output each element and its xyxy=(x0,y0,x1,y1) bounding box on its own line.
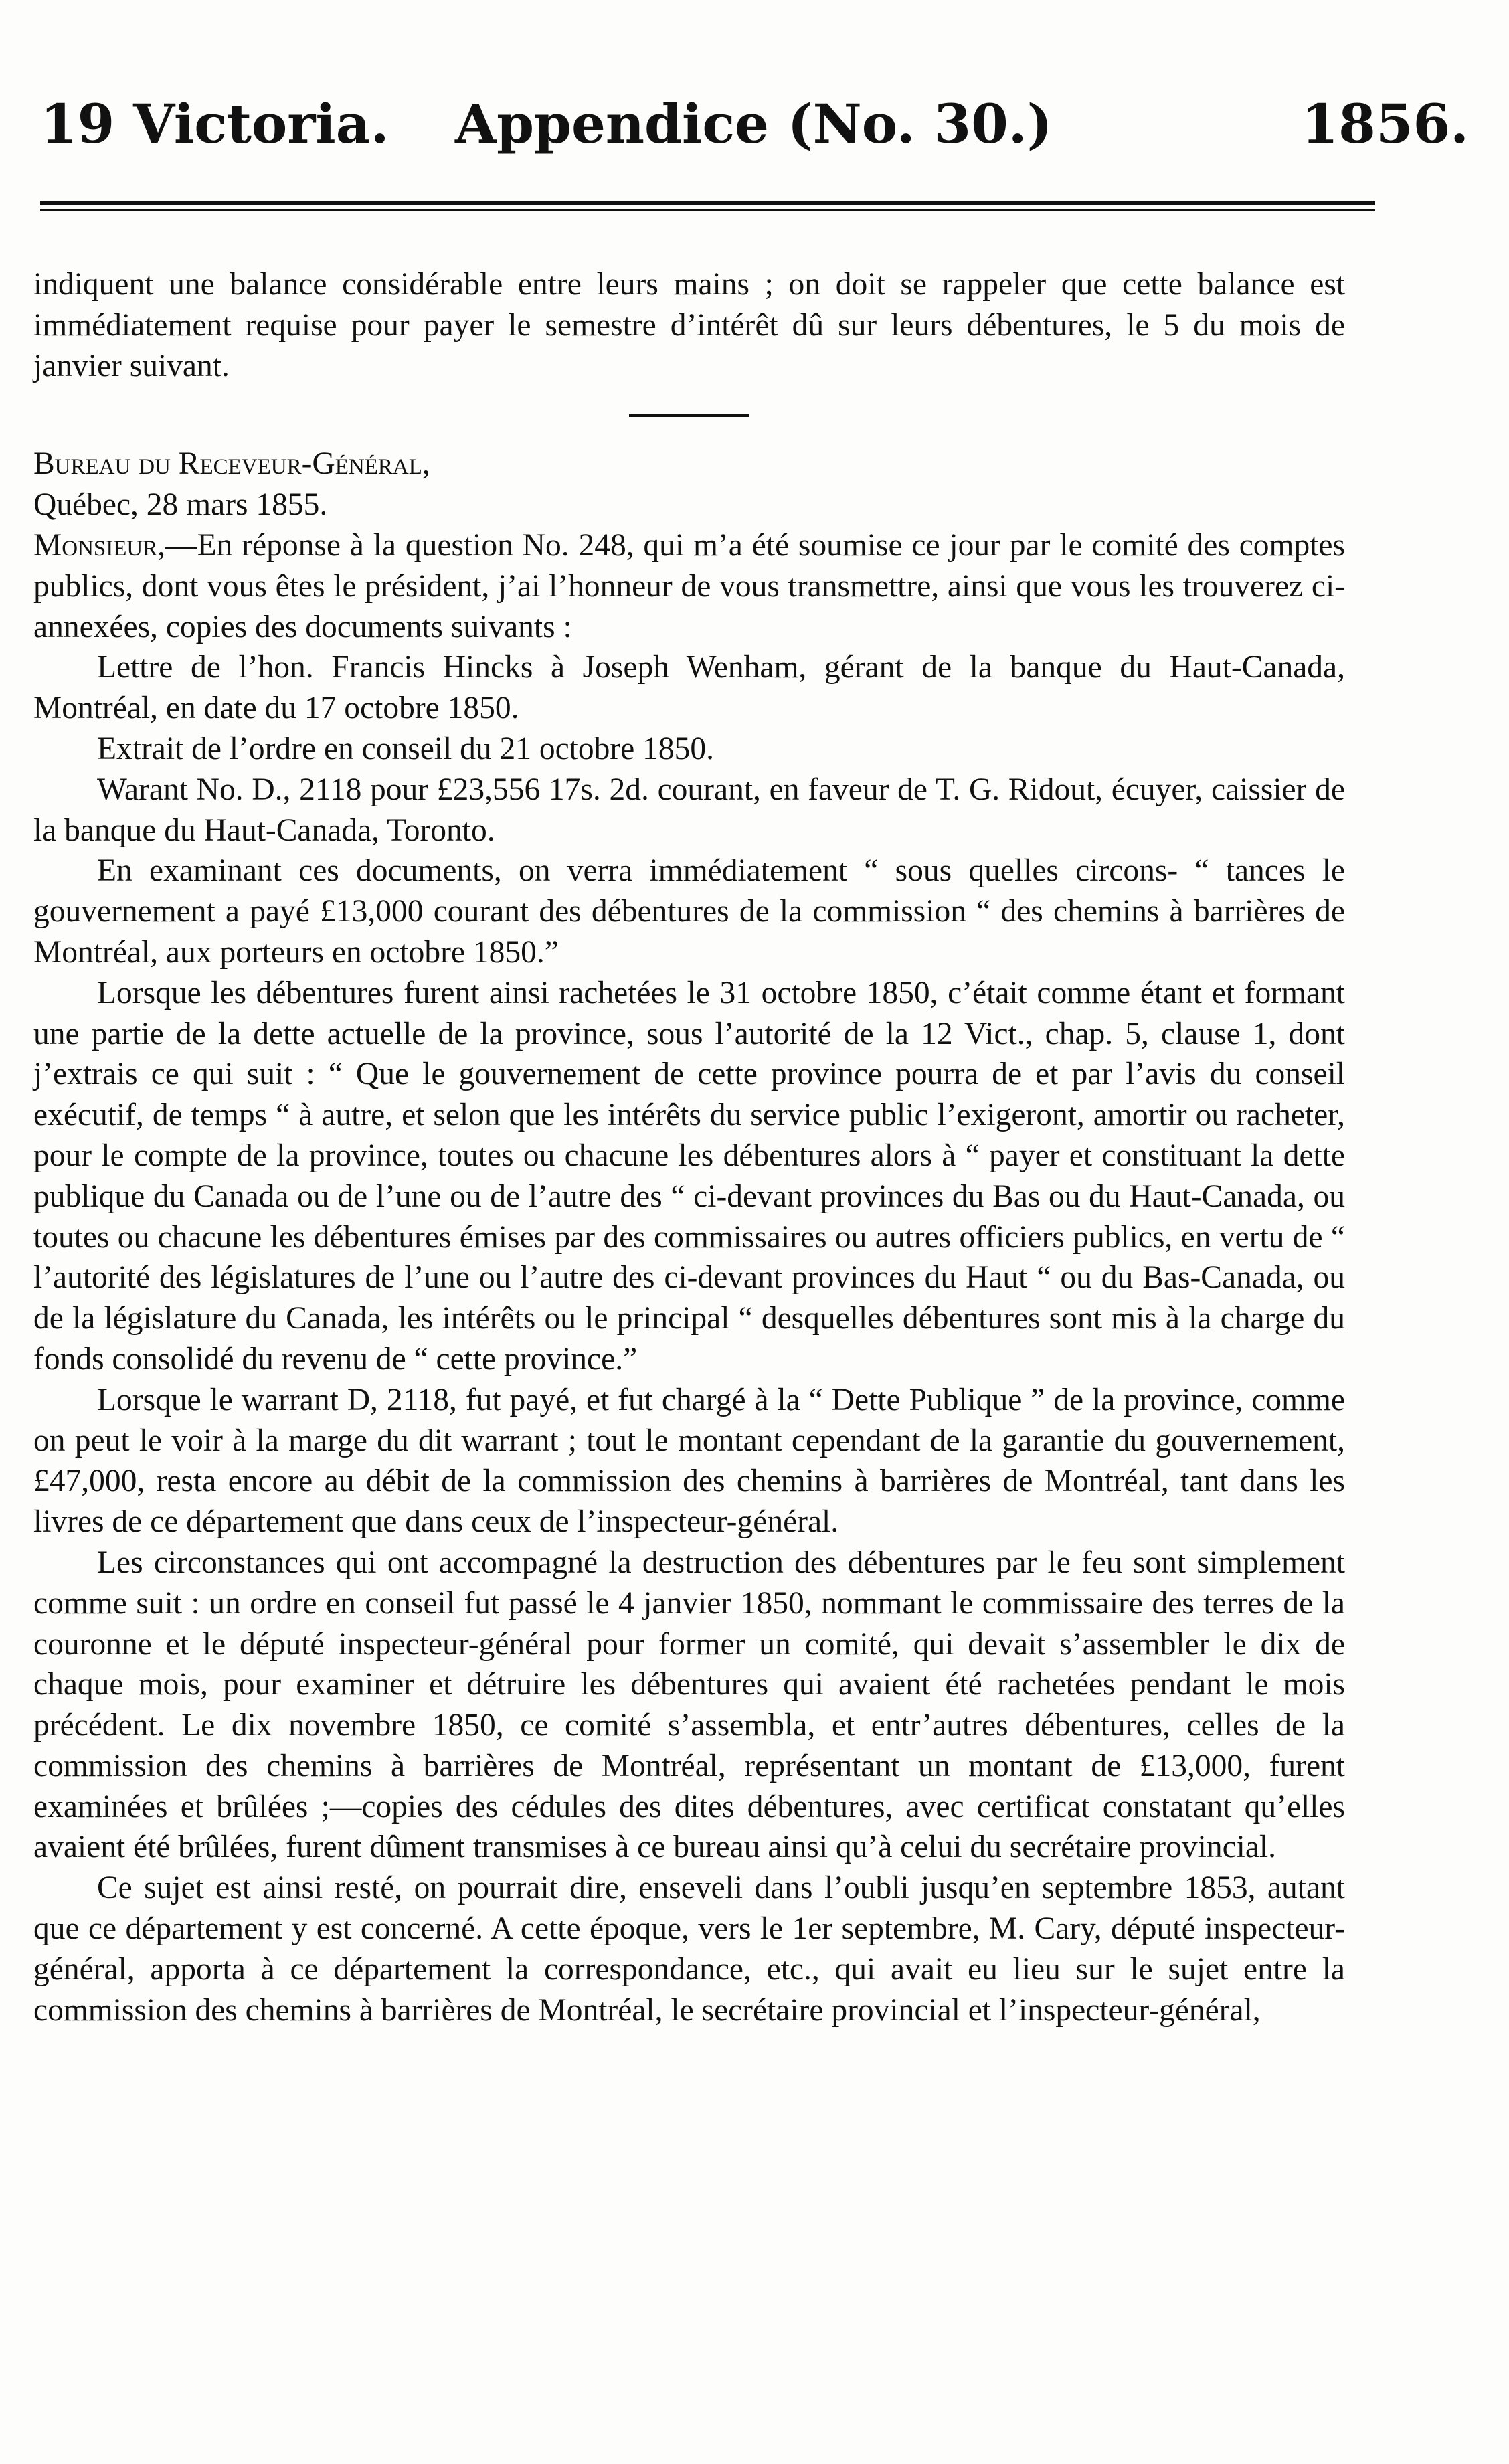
paragraph-text: —En réponse à la question No. 248, qui m’a été soumise ce jour par le comité des comptes publics, dont vous êtes le président, j’ai l’honneur de vous transmettre, ainsi que vous les trouverez ci-annexées, copies des documents suivants : xyxy=(33,527,1345,644)
letter-office: Bureau du Receveur-Général, xyxy=(33,446,430,482)
document-body xyxy=(33,264,1345,2030)
letter-dateline: Québec, 28 mars 1855. xyxy=(33,487,328,523)
paragraph xyxy=(33,525,1345,647)
paragraph: Lettre de l’hon. Francis Hincks à Joseph Wenham, gérant de la banque du Haut-Canada, Montréal, en date du 17 octobre 1850. xyxy=(33,650,1345,726)
paragraph: Lorsque le warrant D, 2118, fut payé, et fut chargé à la “ Dette Publique ” de la province, comme on peut le voir à la marge du dit warrant ; tout le montant cependant de la garantie du gouvernement, £47,000, resta encore au débit de la commission des chemins à barrières de Montréal, tant dans les livres de ce département que dans ceux de l’inspecteur-général. xyxy=(33,1382,1345,1540)
section-separator xyxy=(629,414,749,417)
header-year: 1856. xyxy=(1301,92,1469,155)
paragraph: En examinant ces documents, on verra immédiatement “ sous quelles circons- “ tances le gouvernement a payé £13,000 courant des débentures de la commission “ des chemins à barrières de Montréal, aux porteurs en octobre 1850.” xyxy=(33,853,1345,970)
page-header xyxy=(40,92,1469,166)
letter-salutation: Monsieur, xyxy=(33,527,166,563)
paragraph: Extrait de l’ordre en conseil du 21 octobre 1850. xyxy=(97,731,715,766)
header-rule-thick xyxy=(40,201,1375,205)
header-rule-thin xyxy=(40,209,1375,211)
intro-paragraph: indiquent une balance considérable entre leurs mains ; on doit se rappeler que cette balance est immédiatement requise pour payer le semestre d’intérêt dû sur leurs débentures, le 5 du mois de janvier suivant. xyxy=(33,267,1345,383)
paragraph: Warant No. D., 2118 pour £23,556 17s. 2d. courant, en faveur de T. G. Ridout, écuyer, caissier de la banque du Haut-Canada, Toronto. xyxy=(33,772,1345,848)
paragraph: Les circonstances qui ont accompagné la destruction des débentures par le feu sont simplement comme suit : un ordre en conseil fut passé le 4 janvier 1850, nommant le commissaire des terres de la couronne et le député inspecteur-général pour former un comité, qui devait s’assembler le dix de chaque mois, pour examiner et détruire les débentures qui avaient été rachetées pendant le mois précédent. Le dix novembre 1850, ce comité s’assembla, et entr’autres débentures, celles de la commission des chemins à barrières de Montréal, représentant un montant de £13,000, furent examinées et brûlées ;—copies des cédules des dites débentures, avec certificat constatant qu’elles avaient été brûlées, furent dûment transmises à ce bureau ainsi qu’à celui du secrétaire provincial. xyxy=(33,1545,1345,1865)
header-session: 19 Victoria. xyxy=(40,92,389,155)
header-appendix: Appendice (No. 30.) xyxy=(455,92,1053,155)
paragraph: Ce sujet est ainsi resté, on pourrait dire, enseveli dans l’oubli jusqu’en septembre 1853, autant que ce département y est concerné. A cette époque, vers le 1er septembre, M. Cary, député inspecteur-général, apporta à ce département la correspondance, etc., qui avait eu lieu sur le sujet entre la commission des chemins à barrières de Montréal, le secrétaire provincial et l’inspecteur-général, xyxy=(33,1870,1345,2028)
paragraph: Lorsque les débentures furent ainsi rachetées le 31 octobre 1850, c’était comme étant et formant une partie de la dette actuelle de la province, sous l’autorité de la 12 Vict., chap. 5, clause 1, dont j’extrais ce qui suit : “ Que le gouvernement de cette province pourra de et par l’avis du conseil exécutif, de temps “ à autre, et selon que les intérêts du service public l’exigeront, amortir ou racheter, pour le compte de la province, toutes ou chacune les débentures alors à “ payer et constituant la dette publique du Canada ou de l’une ou de l’autre des “ ci-devant provinces du Bas ou du Haut-Canada, ou toutes ou chacune les débentures émises par des commissaires ou autres officiers publics, en vertu de “ l’autorité des législatures de l’une ou l’autre des ci-devant provinces du Haut “ ou du Bas-Canada, ou de la législature du Canada, les intérêts ou le principal “ desquelles débentures sont mis à la charge du fonds consolidé du revenu de “ cette province.” xyxy=(33,975,1345,1377)
